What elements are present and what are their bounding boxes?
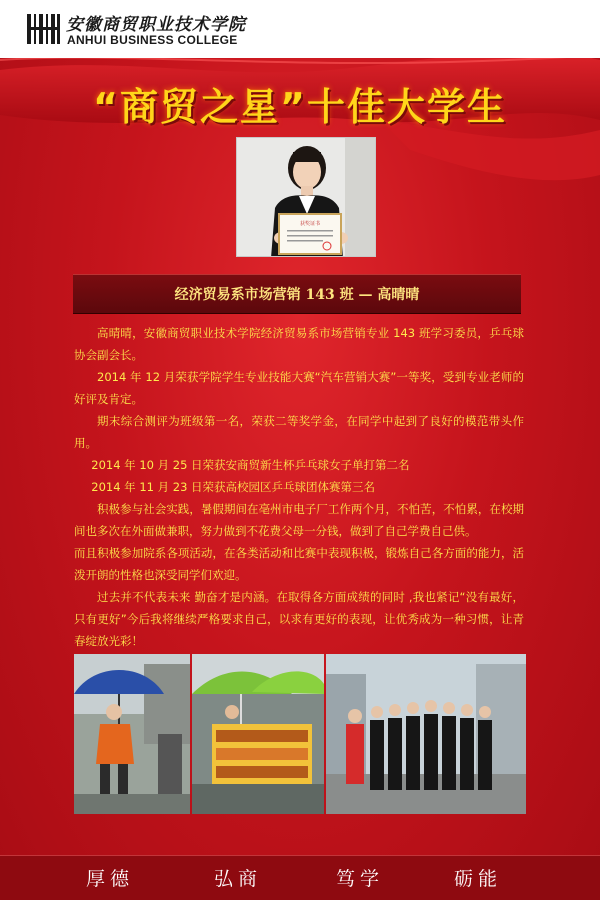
bio-paragraph: 而且积极参加院系各项活动，在各类活动和比赛中表现积极，锻炼自己各方面的能力，活泼开朗的性格也深受同学们欢迎。 <box>74 546 524 582</box>
banner-text: 经济贸易系市场营销 143 班 — 高晴晴 <box>174 287 420 303</box>
motto-word: 笃学 <box>336 868 385 890</box>
bio-paragraph: 高晴晴，安徽商贸职业技术学院经济贸易系市场营销专业 143 班学习委员，乒乓球协会副会长。 <box>74 326 524 362</box>
bio-paragraph: 2014 年 11 月 23 日荣获高校园区乒乓球团体赛第三名 <box>91 480 376 494</box>
header-bar <box>0 0 600 58</box>
certificate-label: 获奖证书 <box>299 221 321 227</box>
photo-market-stall <box>192 654 324 814</box>
motto-word: 厚德 <box>86 868 135 890</box>
photo-group <box>326 654 526 814</box>
poster-title: “商贸之星”十佳大学生 <box>93 85 507 129</box>
bio-paragraph: 2014 年 12 月荣获学院学生专业技能大赛“汽车营销大赛”一等奖，受到专业老师的好评及肯定。 <box>74 370 524 406</box>
bio-paragraph: 积极参与社会实践，暑假期间在亳州市电子厂工作两个月，不怕苦，不怕累，在校期间也多次在外面做兼职，努力做到不花费父母一分钱，做到了自己学费自己供。 <box>74 502 524 538</box>
student-portrait <box>236 137 376 257</box>
photo-umbrella-volunteer <box>74 654 190 814</box>
biography-text <box>74 322 524 652</box>
bio-paragraph: 期末综合测评为班级第一名，荣获二等奖学金，在同学中起到了良好的模范带头作用。 <box>74 414 524 450</box>
class-name-banner <box>73 274 521 314</box>
photo-gallery <box>74 654 526 814</box>
portrait-illustration <box>237 138 376 257</box>
motto-word: 弘商 <box>214 868 263 890</box>
school-name-cn: 安徽商贸职业技术学院 <box>66 15 246 35</box>
bio-paragraph: 过去并不代表未来 勤奋才是内涵。在取得各方面成绩的同时 ,我也紧记“没有最好，只有更好”今后我将继续严格要求自己，以求有更好的表现，让优秀成为一种习惯，让青春绽放光彩！ <box>74 590 524 648</box>
school-name-en: ANHUI BUSINESS COLLEGE <box>67 33 238 47</box>
footer-motto-bar <box>0 855 600 900</box>
bio-paragraph: 2014 年 10 月 25 日荣获安商贸新生杯乒乓球女子单打第二名 <box>91 458 410 472</box>
motto-word: 砺能 <box>454 868 503 890</box>
college-logo-icon <box>26 12 62 46</box>
